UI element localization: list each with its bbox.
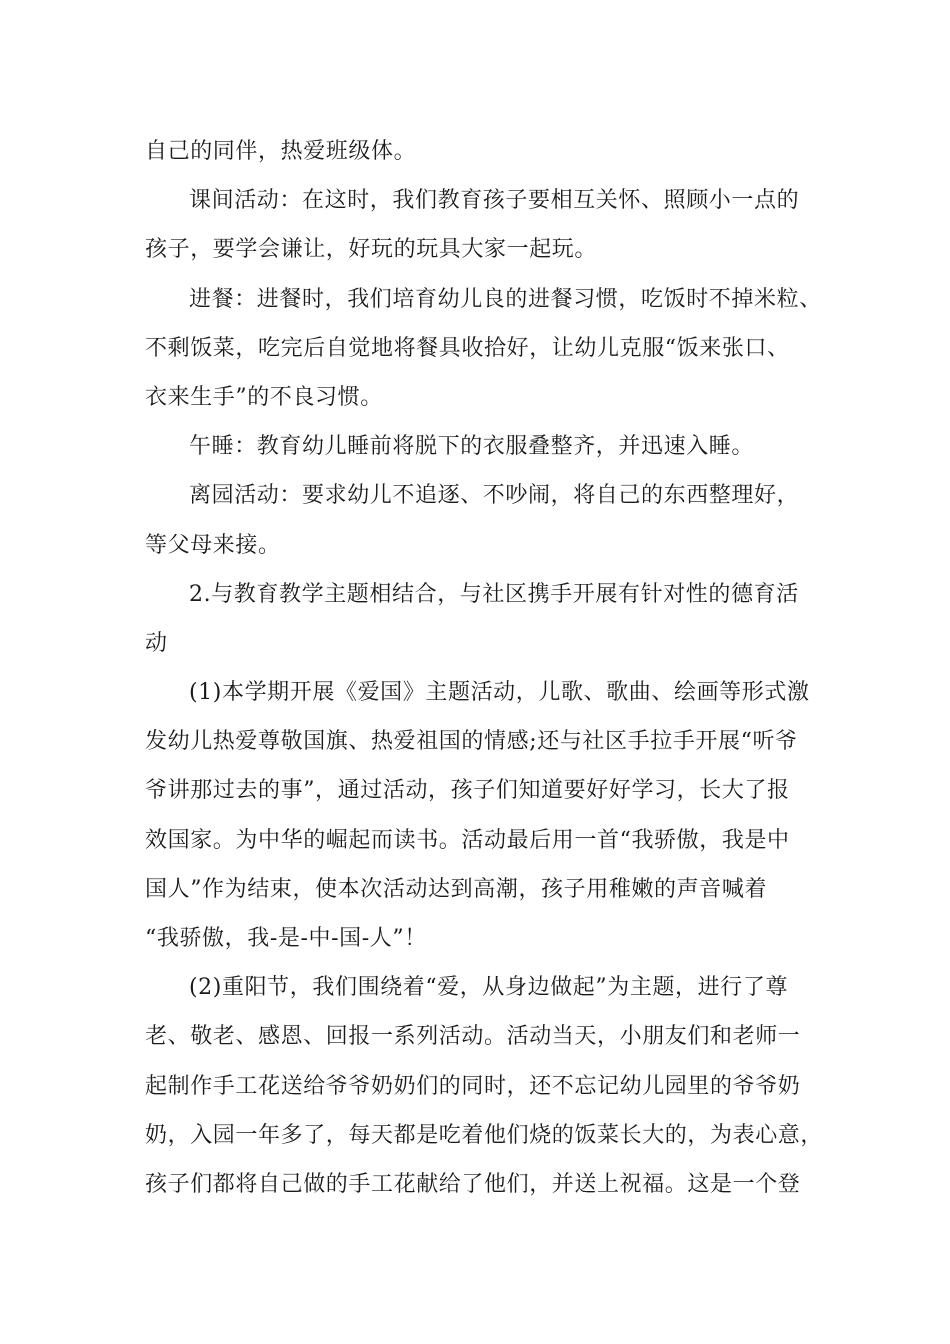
text-line: 奶，入园一年多了，每天都是吃着他们烧的饭菜长大的，为表心意，	[145, 1122, 824, 1148]
text-line: 效国家。为中华的崛起而读书。活动最后用一首“我骄傲，我是中	[145, 827, 790, 853]
text-line: 离园活动：要求幼儿不追逐、不吵闹，将自己的东西整理好，	[189, 483, 800, 509]
text-line: 国人”作为结束，使本次活动达到高潮，孩子用稚嫩的声音喊着	[145, 876, 768, 902]
text-line: (1)本学期开展《爱国》主题活动，儿歌、歌曲、绘画等形式激	[189, 680, 810, 706]
text-line: 自己的同伴，热爱班级体。	[145, 139, 417, 164]
text-line: 起制作手工花送给爷爷奶奶们的同时，还不忘记幼儿园里的爷爷奶	[145, 1073, 801, 1099]
text-line: 老、敬老、感恩、回报一系列活动。活动当天，小朋友们和老师一	[145, 1024, 801, 1050]
text-line: 发幼儿热爱尊敬国旗、热爱祖国的情感;还与社区手拉手开展“听爷	[145, 729, 798, 755]
text-line: 等父母来接。	[145, 532, 281, 558]
section-heading: 动	[145, 630, 168, 656]
document-body	[145, 127, 825, 1209]
text-line: 午睡：教育幼儿睡前将脱下的衣服叠整齐，并迅速入睡。	[189, 434, 755, 460]
text-line: “我骄傲，我-是-中-国-人”！	[145, 926, 427, 951]
section-heading: 2.与教育教学主题相结合，与社区携手开展有针对性的德育活	[189, 581, 799, 607]
text-line: 进餐：进餐时，我们培育幼儿良的进餐习惯，吃饭时不掉米粒、	[189, 286, 822, 312]
text-line: 孩子们都将自己做的手工花献给了他们，并送上祝福。这是一个登	[145, 1171, 801, 1197]
text-line: 孩子，要学会谦让，好玩的玩具大家一起玩。	[145, 237, 598, 263]
text-line: 不剩饭菜，吃完后自觉地将餐具收拾好，让幼儿克服“饭来张口、	[145, 335, 790, 361]
text-line: 爷讲那过去的事”，通过活动，孩子们知道要好好学习，长大了报	[145, 778, 790, 804]
text-line: 衣来生手”的不良习惯。	[145, 384, 383, 410]
text-line: (2)重阳节，我们围绕着“爱，从身边做起”为主题，进行了尊	[189, 975, 789, 1001]
text-line: 课间活动：在这时，我们教育孩子要相互关怀、照顾小一点的	[189, 188, 800, 214]
